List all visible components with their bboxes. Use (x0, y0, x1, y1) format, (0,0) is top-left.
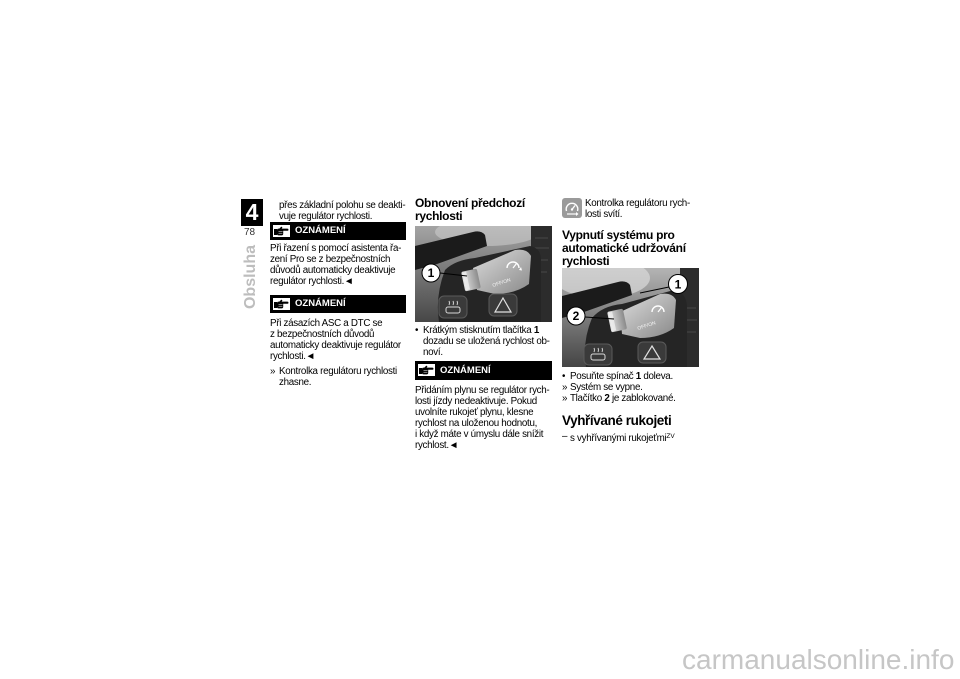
heading-line: automatické udržování (562, 240, 686, 255)
text-line: rychlost.◄ (415, 439, 459, 451)
handlebar-switch-photo (415, 226, 552, 322)
text-line: Při zásazích ASC a DTC se (270, 317, 383, 329)
notice-label: OZNÁMENÍ (295, 225, 346, 236)
notice-bar (270, 222, 406, 240)
equipment-line (562, 431, 675, 442)
callout-number: 2 (572, 309, 580, 324)
notice-bar (270, 295, 406, 313)
step-text-part: doleva. (643, 370, 673, 382)
text-line: regulátor rychlosti.◄ (270, 275, 354, 287)
callout-number: 1 (427, 266, 435, 281)
equipment-dash: – (562, 430, 568, 442)
section-heading (415, 197, 525, 223)
text-line: zení Pro se z bezpečnostních (270, 253, 391, 265)
text-line: i když máte v úmyslu dále snížit (415, 428, 544, 440)
heading-line: Vypnutí systému pro (562, 227, 675, 242)
cruise-control-indicator-icon (562, 198, 582, 218)
step-text-part: Posuňte spínač (570, 370, 634, 382)
text-line: důvodů automaticky deaktivuje (270, 264, 396, 276)
text-line: Při řazení s pomocí asistenta řa- (270, 242, 402, 254)
notice-bar (415, 361, 552, 380)
heading-line: rychlosti (415, 208, 463, 223)
page-number: 78 (244, 227, 256, 238)
step-line (562, 371, 676, 382)
hand-pointing-icon (273, 298, 290, 310)
equipment-note (562, 431, 675, 442)
callout-number: 1 (674, 277, 682, 292)
result-marker: » (562, 392, 568, 404)
step-text-part: Tlačítko (570, 392, 602, 404)
text-line: Kontrolka regulátoru rychlosti (279, 365, 397, 377)
chapter-tab (241, 199, 263, 226)
handlebar-switch-photo (562, 268, 699, 367)
text-line: rychlost na uloženou hodnotu, (415, 417, 538, 429)
text-line: losti svítí. (585, 208, 623, 220)
notice-text (415, 385, 549, 451)
result-line (562, 393, 676, 404)
text-line: automaticky deaktivuje regulátor (270, 339, 401, 351)
step-line (415, 325, 550, 336)
result-line (270, 366, 397, 377)
step-reference: 1 (533, 324, 539, 336)
intro-text (279, 200, 405, 222)
notice-text (270, 243, 401, 287)
chapter-number: 4 (245, 199, 259, 225)
step-text (415, 325, 550, 358)
step-text-part: Krátkým stisknutím tlačítka (423, 324, 532, 336)
text-line: Přidáním plynu se regulátor rych- (415, 384, 550, 396)
heated-grips-heading: Vyhřívané rukojeti (562, 412, 672, 428)
watermark: carmanualsonline.info (682, 644, 955, 675)
text-line: noví. (423, 346, 443, 358)
result-line (562, 382, 676, 393)
result-text (270, 366, 397, 388)
handlebar-switch-illustration (415, 226, 552, 322)
notice-label: OZNÁMENÍ (295, 298, 346, 309)
heading-line: rychlosti (562, 253, 610, 268)
text-line: Kontrolka regulátoru rych- (585, 197, 690, 209)
result-marker: » (562, 381, 568, 393)
text-line: uvolníte rukojeť plynu, klesne (415, 406, 534, 418)
handlebar-switch-illustration (562, 268, 699, 367)
step-bullet: • (415, 324, 419, 336)
result-marker: » (270, 365, 276, 377)
heading-line: Obnovení předchozí (415, 195, 525, 210)
text-line: vuje regulátor rychlosti. (279, 210, 373, 222)
steps-list (562, 371, 676, 404)
indicator-text (585, 198, 690, 220)
step-text-part: Systém se vypne. (570, 381, 643, 393)
text-line: přes základní polohu se deakti- (279, 199, 406, 211)
equipment-superscript: ZV (666, 432, 675, 440)
equipment-text: s vyhřívanými rukojeťmi (570, 432, 667, 444)
step-text-part: je zablokované. (611, 392, 676, 404)
step-reference: 1 (635, 370, 641, 382)
notice-text (270, 318, 401, 362)
section-heading (562, 229, 686, 268)
text-line: losti jízdy nedeaktivuje. Pokud (415, 395, 537, 407)
hand-pointing-icon (418, 364, 435, 376)
text-line: zhasne. (279, 376, 312, 388)
hand-pointing-icon (273, 225, 290, 237)
switch-label: OFF/ON (491, 277, 512, 289)
section-title: Obsluha (242, 245, 259, 310)
text-line: z bezpečnostních důvodů (270, 328, 375, 340)
text-line: dozadu se uložená rychlost ob- (423, 335, 550, 347)
notice-label: OZNÁMENÍ (440, 365, 491, 376)
text-line: rychlosti.◄ (270, 350, 316, 362)
switch-label: OFF/ON (636, 320, 657, 332)
step-reference: 2 (604, 392, 610, 404)
step-bullet: • (562, 370, 566, 382)
